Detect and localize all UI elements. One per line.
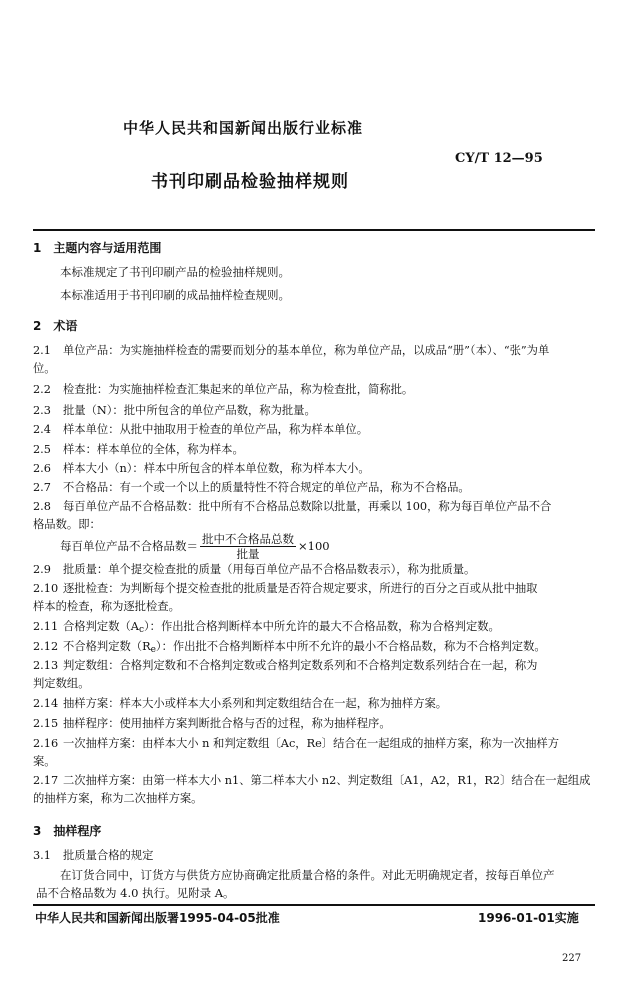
document-title: 书刊印刷品检验抽样规则	[151, 172, 349, 192]
term-number: 2.4	[33, 423, 51, 436]
term-number: 2.2	[33, 383, 51, 396]
term-text: 样本单位：从批中抽取用于检查的单位产品，称为样本单位。	[63, 423, 369, 436]
term-2-10	[33, 580, 598, 616]
term-number: 2.8	[33, 500, 51, 513]
term-2-12	[33, 638, 598, 659]
term-number: 2.17	[33, 774, 59, 787]
term-number: 2.12	[33, 640, 59, 653]
term-number: 2.11	[33, 620, 59, 633]
term-number: 2.6	[33, 462, 51, 475]
term-text: 样本：样本单位的全体，称为样本。	[63, 443, 244, 456]
section-1-para-1: 本标准规定了书刊印刷产品的检验抽样规则。	[60, 265, 290, 279]
term-text: 判定数组：合格判定数和不合格判定数或合格判定数系列和不合格判定数系列结合在一起，称为	[63, 659, 538, 672]
term-text-cont: 的抽样方案，称为二次抽样方案。	[33, 792, 203, 805]
clause-3-1	[33, 847, 598, 865]
formula-lhs: 每百单位产品不合格品数＝	[60, 539, 198, 553]
term-text: 单位产品：为实施抽样检查的需要而划分的基本单位，称为单位产品，以成品“册”（本）、“张”为单	[63, 344, 550, 357]
page-number: 227	[562, 953, 582, 964]
term-text-cont: 格品数。即：	[33, 518, 101, 531]
standard-code: CY/T 12—95	[455, 151, 543, 166]
term-2-16	[33, 735, 598, 771]
term-text: 逐批检查：为判断每个提交检查批的批质量是否符合规定要求，所进行的百分之百或从批中抽取	[63, 582, 538, 595]
term-text: 抽样程序：使用抽样方案判断批合格与否的过程，称为抽样程序。	[63, 717, 391, 730]
section-1-para-2: 本标准适用于书刊印刷的成品抽样检查规则。	[60, 288, 290, 302]
term-text: 二次抽样方案：由第一样本大小 n1、第二样本大小 n2、判定数组〔A1，A2，R1，R2〕结合在一起组成	[63, 774, 591, 787]
section-1-heading: 1 主题内容与适用范围	[33, 241, 162, 255]
term-number: 2.3	[33, 404, 51, 417]
term-2-1	[33, 342, 598, 378]
term-number: 2.7	[33, 481, 51, 494]
term-2-6	[33, 460, 598, 478]
term-text: 一次抽样方案：由样本大小 n 和判定数组〔Ac，Re〕结合在一起组成的抽样方案，称为一次抽样方	[63, 737, 560, 750]
term-2-2	[33, 381, 598, 399]
term-text-cont: 案。	[33, 755, 56, 768]
section-2-heading: 2 术语	[33, 319, 78, 333]
term-text: 每百单位产品不合格品数：批中所有不合格品总数除以批量，再乘以 100，称为每百单位产品不合	[63, 500, 552, 513]
formula-denominator: 批量	[236, 546, 260, 561]
term-number: 2.9	[33, 563, 51, 576]
term-text-pre: 不合格判定数（R	[63, 640, 151, 653]
term-2-5	[33, 441, 598, 459]
term-subscript: c	[138, 625, 144, 635]
term-text-cont: 位。	[33, 362, 56, 375]
approval-line: 中华人民共和国新闻出版署1995-04-05批准	[35, 911, 280, 925]
term-2-8	[33, 498, 598, 534]
formula-fraction	[200, 532, 296, 561]
defect-rate-formula	[60, 531, 330, 561]
term-number: 2.13	[33, 659, 59, 672]
section-3-heading: 3 抽样程序	[33, 824, 102, 838]
term-text: 批量（N）：批中所包含的单位产品数，称为批量。	[63, 404, 316, 417]
term-2-15	[33, 715, 598, 733]
term-2-7	[33, 479, 598, 497]
header-divider	[33, 229, 595, 231]
term-2-14	[33, 695, 598, 713]
term-number: 2.15	[33, 717, 59, 730]
term-text: 不合格品：有一个或一个以上的质量特性不符合规定的单位产品，称为不合格品。	[63, 481, 470, 494]
term-text: 检查批：为实施抽样检查汇集起来的单位产品，称为检查批，简称批。	[63, 383, 414, 396]
clause-heading: 批质量合格的规定	[63, 849, 154, 862]
term-subscript: e	[150, 645, 156, 655]
term-2-13	[33, 657, 598, 693]
term-2-3	[33, 402, 598, 420]
term-text-cont: 判定数组。	[33, 677, 90, 690]
issuing-organization: 中华人民共和国新闻出版行业标准	[123, 119, 364, 137]
term-number: 2.14	[33, 697, 59, 710]
clause-3-1-body	[36, 866, 595, 902]
term-text-pre: 合格判定数（A	[63, 620, 139, 633]
term-text-post: ）：作出批不合格判断样本中所不允许的最小不合格品数，称为不合格判定数。	[155, 640, 546, 653]
effective-date: 1996-01-01实施	[478, 911, 579, 925]
term-text: 样本大小（n）：样本中所包含的样本单位数，称为样本大小。	[63, 462, 370, 475]
term-2-11	[33, 618, 598, 639]
term-number: 2.10	[33, 582, 59, 595]
footer-divider	[33, 904, 595, 906]
formula-numerator: 批中不合格品总数	[202, 531, 294, 546]
term-number: 2.5	[33, 443, 51, 456]
term-text: 批质量：单个提交检查批的质量（用每百单位产品不合格品数表示），称为批质量。	[63, 563, 476, 576]
term-text: 抽样方案：样本大小或样本大小系列和判定数组结合在一起，称为抽样方案。	[63, 697, 448, 710]
clause-text-cont: 品不合格品数为 4.0 执行。见附录 A。	[36, 886, 235, 900]
term-2-17	[33, 772, 598, 808]
term-number: 2.16	[33, 737, 59, 750]
term-number: 2.1	[33, 344, 51, 357]
formula-rhs: ×100	[298, 539, 330, 553]
term-text-cont: 样本的检查，称为逐批检查。	[33, 600, 180, 613]
clause-text: 在订货合同中，订货方与供货方应协商确定批质量合格的条件。对此无明确规定者，按每百单位产	[60, 868, 555, 882]
term-2-4	[33, 421, 598, 439]
term-2-9	[33, 561, 598, 579]
clause-number: 3.1	[33, 849, 51, 862]
term-text-post: ）：作出批合格判断样本中所允许的最大不合格品数，称为合格判定数。	[144, 620, 500, 633]
